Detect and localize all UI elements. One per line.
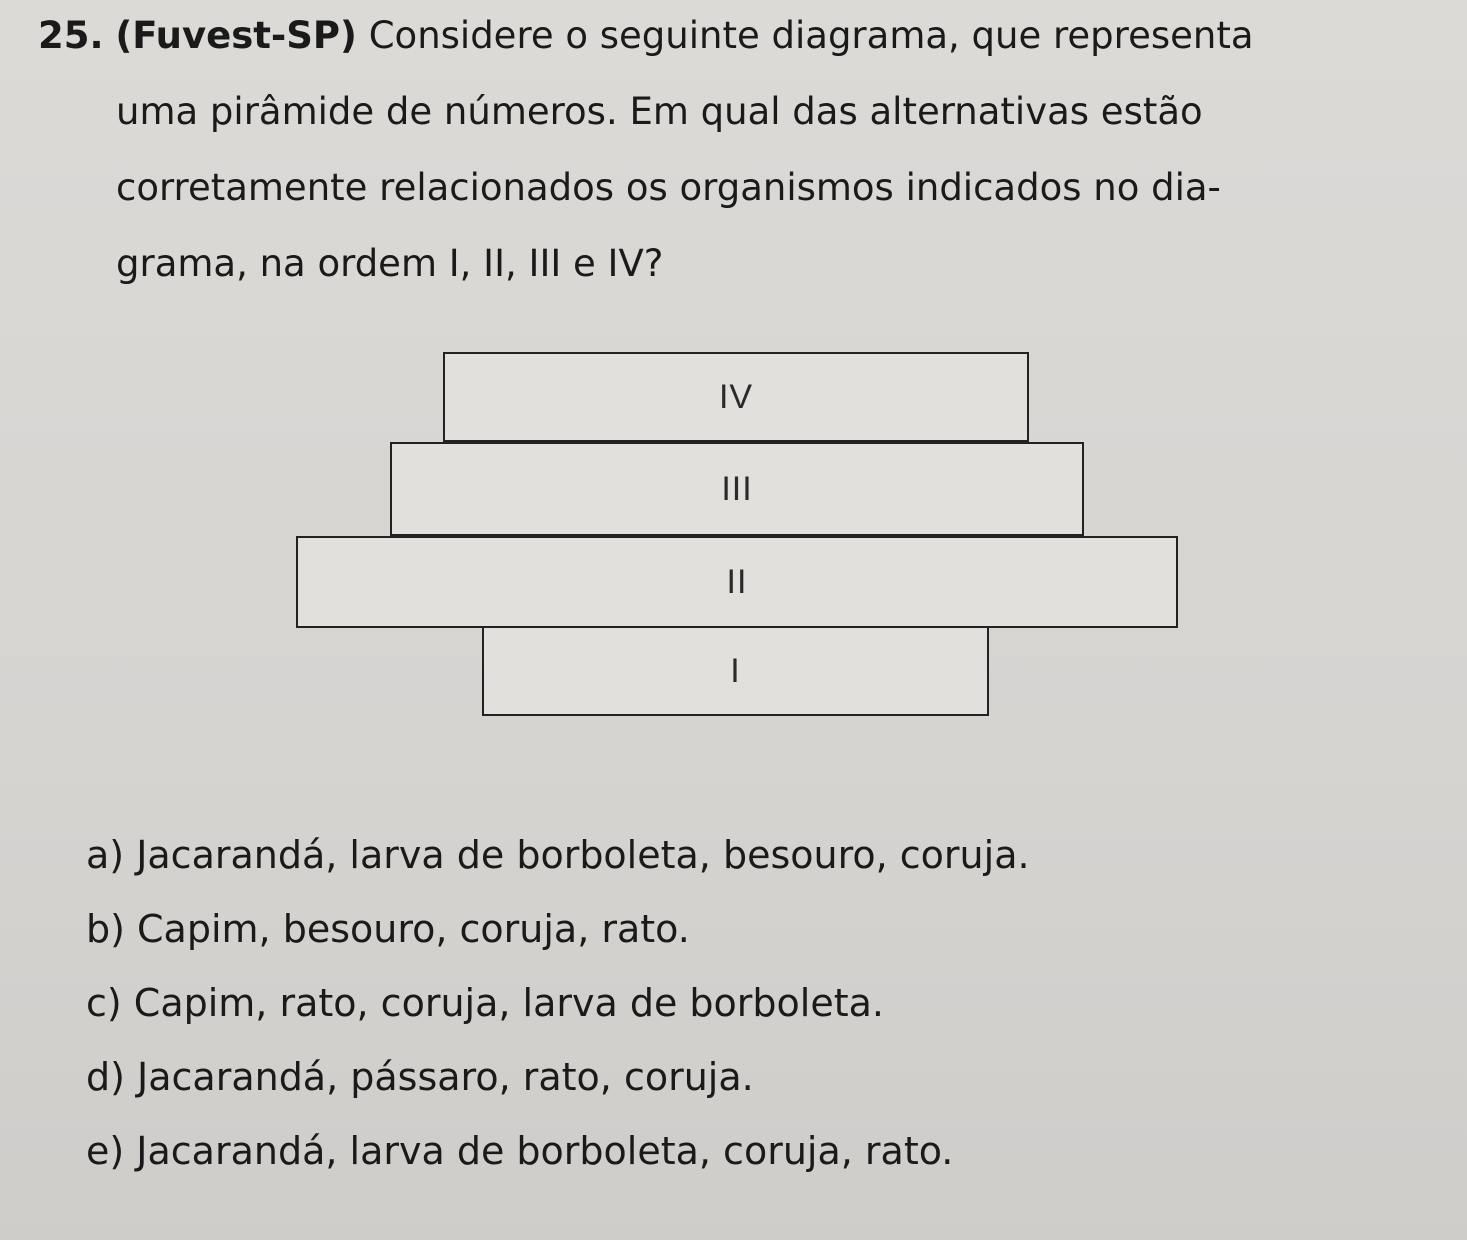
level-i-label: I — [730, 651, 741, 690]
option-c[interactable]: c) Capim, rato, coruja, larva de borboleta. — [86, 981, 884, 1025]
question-number: 25. — [38, 14, 104, 57]
question-source: (Fuvest-SP) — [115, 14, 357, 57]
answer-options — [86, 832, 1426, 1202]
option-d[interactable]: d) Jacarandá, pássaro, rato, coruja. — [86, 1055, 754, 1099]
question-line-2: uma pirâmide de números. Em qual das alternativas estão — [116, 90, 1203, 133]
option-e[interactable]: e) Jacarandá, larva de borboleta, coruja, rato. — [86, 1129, 954, 1173]
question-line-1 — [38, 14, 1438, 90]
option-b[interactable]: b) Capim, besouro, coruja, rato. — [86, 907, 690, 951]
level-iii-label: III — [721, 469, 753, 508]
level-iv-label: IV — [718, 377, 754, 416]
option-a[interactable]: a) Jacarandá, larva de borboleta, besouro, coruja. — [86, 833, 1030, 877]
question-line-3: corretamente relacionados os organismos indicados no dia- — [116, 166, 1221, 209]
pyramid-level-iv — [443, 352, 1029, 442]
pyramid-level-ii — [296, 536, 1178, 628]
pyramid-level-iii — [390, 442, 1084, 536]
pyramid-level-i — [482, 626, 989, 716]
question-text-line-1: Considere o seguinte diagrama, que representa — [368, 14, 1254, 57]
level-ii-label: II — [726, 562, 748, 601]
question-line-4: grama, na ordem I, II, III e IV? — [116, 242, 664, 285]
question-text — [38, 14, 1438, 318]
